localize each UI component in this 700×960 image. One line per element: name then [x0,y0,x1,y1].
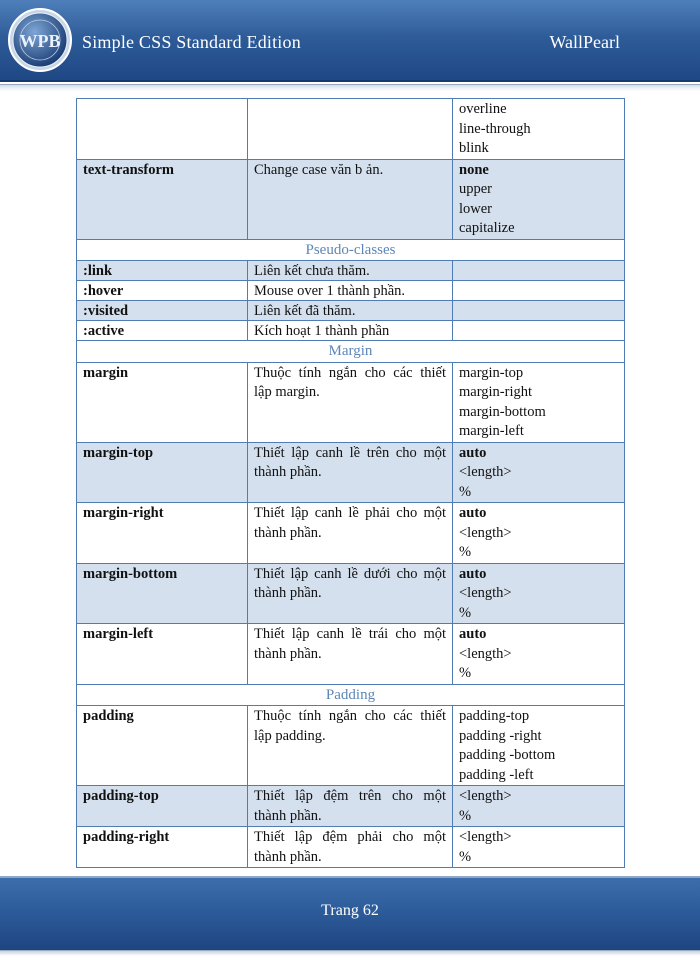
table-row [77,624,625,685]
property-values [453,301,625,321]
property-value: padding-top [459,708,530,724]
property-name: margin-top [77,442,248,503]
property-values [453,99,625,160]
property-value: % [459,483,472,500]
property-name: padding-right [77,827,248,868]
page-number: Trang 62 [321,902,379,919]
property-name [77,99,248,160]
property-values [453,442,625,503]
section-header-row [77,684,625,706]
property-value: % [459,848,472,865]
property-name: :active [77,321,248,341]
table-row [77,321,625,341]
section-title: Padding [77,684,625,706]
property-values [453,281,625,301]
property-value: <length> [459,645,512,662]
property-name: :hover [77,281,248,301]
property-values [453,563,625,624]
section-header-row [77,239,625,261]
property-value: padding -right [459,727,542,744]
property-value: upper [459,181,493,197]
property-name: margin-right [77,503,248,564]
property-values [453,362,625,442]
property-value: % [459,604,472,621]
table-row [77,99,625,160]
property-value: auto [459,444,487,461]
property-description: Thiết lập canh lề dưới cho một thành phần. [248,563,453,624]
property-description: Change case văn b ản. [248,159,453,239]
property-value: blink [459,140,489,156]
property-values [453,827,625,868]
property-description: Kích hoạt 1 thành phần [248,321,453,341]
property-name: padding [77,706,248,786]
property-description: Mouse over 1 thành phần. [248,281,453,301]
property-name: text-transform [77,159,248,239]
property-description: Thiết lập canh lề trái cho một thành phần. [248,624,453,685]
property-description [248,99,453,160]
section-header-row [77,341,625,363]
property-description: Thuộc tính ngắn cho các thiết lập padding. [248,706,453,786]
property-value: % [459,665,472,681]
property-value: margin-top [459,364,524,381]
section-title: Margin [77,341,625,363]
property-values [453,159,625,239]
property-name: margin-left [77,624,248,685]
header-divider [0,84,700,91]
table-row [77,706,625,786]
property-value: margin-left [459,423,524,439]
table-row [77,281,625,301]
property-value: <length> [459,829,512,845]
property-description: Liên kết đã thăm. [248,301,453,321]
property-value: margin-right [459,384,533,400]
page-header [0,0,700,82]
property-description: Thiết lập canh lề trên cho một thành phần. [248,442,453,503]
css-property-table [76,98,625,868]
property-values [453,321,625,341]
table-row [77,827,625,868]
property-value: capitalize [459,220,515,236]
property-name: margin [77,362,248,442]
table-row [77,563,625,624]
table-row [77,362,625,442]
property-value: <length> [459,524,512,541]
document-title: Simple CSS Standard Edition [82,32,301,52]
property-values [453,786,625,827]
property-description: Thuộc tính ngắn cho các thiết lập margin. [248,362,453,442]
property-value: line-through [459,120,531,137]
property-name: margin-bottom [77,563,248,624]
brand-name: WallPearl [549,32,620,52]
property-value: auto [459,565,487,582]
property-description: Thiết lập canh lề phải cho một thành phần. [248,503,453,564]
property-value: % [459,544,472,560]
property-description: Liên kết chưa thăm. [248,261,453,281]
footer-divider [0,950,700,956]
table-row [77,159,625,239]
table-row [77,261,625,281]
property-value: <length> [459,585,512,601]
property-value: none [459,161,489,178]
property-value: auto [459,505,487,521]
table-row [77,301,625,321]
property-description: Thiết lập đệm phải cho một thành phần. [248,827,453,868]
table-row [77,442,625,503]
property-values [453,261,625,281]
property-name: :visited [77,301,248,321]
table-row [77,786,625,827]
property-value: lower [459,200,493,217]
property-values [453,706,625,786]
property-value: margin-bottom [459,403,546,420]
property-value: % [459,807,472,824]
property-values [453,624,625,685]
property-value: <length> [459,788,512,804]
page-footer [0,876,700,950]
wpb-logo-icon [7,7,73,73]
section-title: Pseudo-classes [77,239,625,261]
property-value: overline [459,101,507,117]
property-description: Thiết lập đệm trên cho một thành phần. [248,786,453,827]
property-name: padding-top [77,786,248,827]
property-name: :link [77,261,248,281]
property-value: auto [459,626,487,642]
logo-text: WPB [19,31,61,51]
table-row [77,503,625,564]
property-value: <length> [459,464,512,480]
property-value: padding -left [459,766,534,783]
property-values [453,503,625,564]
property-value: padding -bottom [459,747,556,763]
